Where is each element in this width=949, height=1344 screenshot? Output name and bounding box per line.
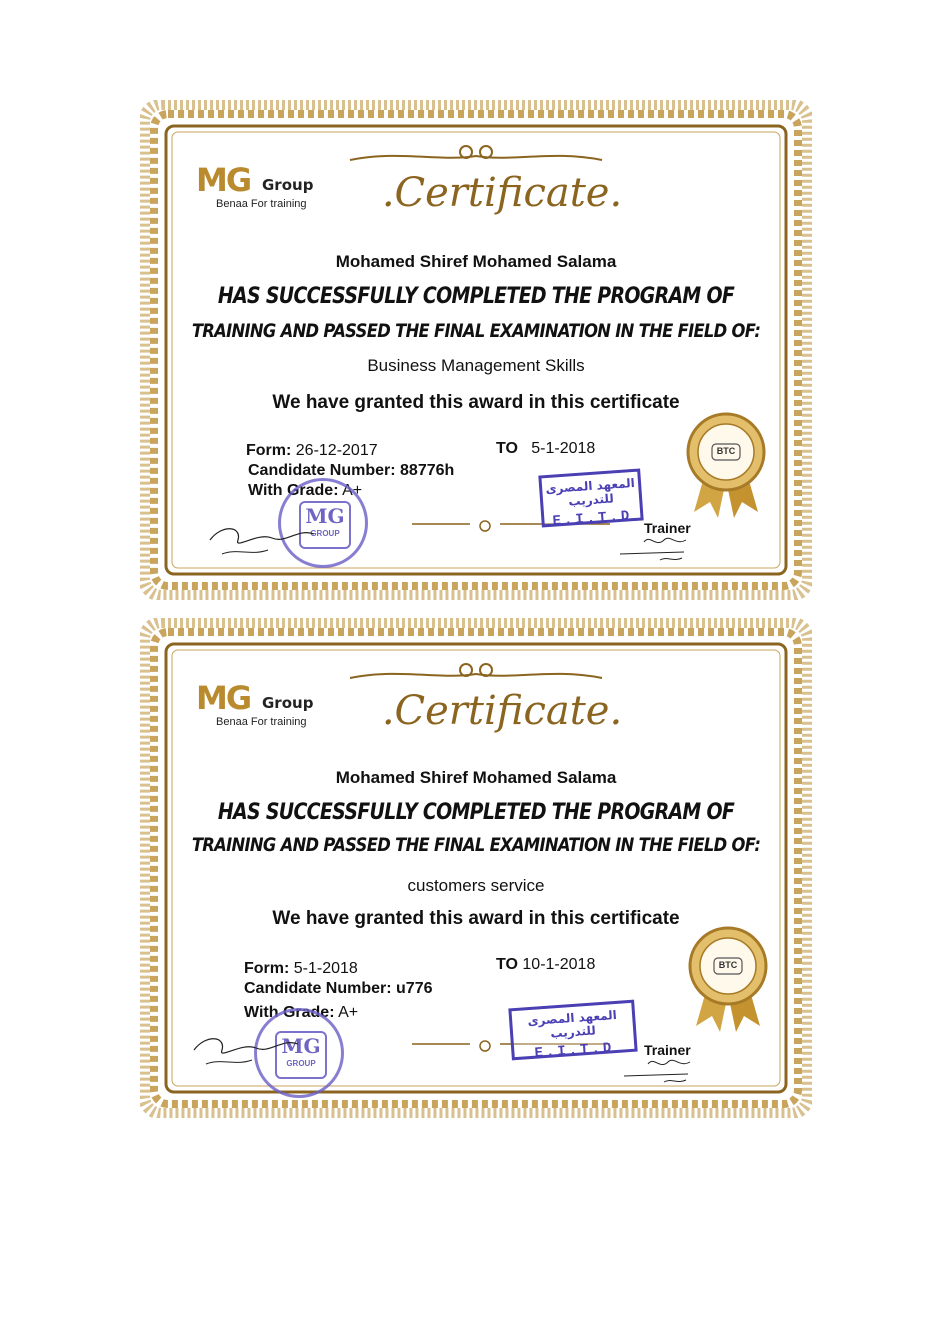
btc-gold-seal-icon bbox=[686, 924, 770, 1034]
form-label: Form: bbox=[244, 960, 290, 977]
btc-gold-seal-icon bbox=[684, 410, 768, 520]
form-date-row bbox=[246, 442, 378, 460]
candidate-row bbox=[248, 462, 454, 480]
to-label: TO bbox=[496, 440, 518, 457]
signature-left-icon bbox=[186, 1022, 306, 1072]
title-area bbox=[352, 662, 652, 742]
completion-statement-line-2: TRAINING AND PASSED THE FINAL EXAMINATION IN THE FIELD OF: bbox=[191, 834, 761, 856]
stamp-arabic-text: المعهد المصرى للتدريب bbox=[527, 1007, 618, 1041]
recipient-name: Mohamed Shiref Mohamed Salama bbox=[335, 252, 617, 271]
certificate-1 bbox=[140, 100, 812, 600]
completion-statement-line-1: HAS SUCCESSFULLY COMPLETED THE PROGRAM OF bbox=[217, 284, 735, 309]
eitd-stamp bbox=[508, 1000, 637, 1061]
form-label: Form: bbox=[246, 442, 292, 459]
certificate-2 bbox=[140, 618, 812, 1118]
certificate-title: .Certificate. bbox=[381, 170, 623, 216]
candidate-row bbox=[244, 980, 433, 998]
logo-group: Group bbox=[262, 694, 314, 712]
grade-value: A+ bbox=[342, 482, 363, 499]
training-field: Business Management Skills bbox=[367, 356, 585, 375]
certificate-title: .Certificate. bbox=[381, 688, 623, 734]
candidate-value: 88776h bbox=[400, 462, 455, 479]
candidate-value: u776 bbox=[396, 980, 433, 997]
trainer-label: Trainer bbox=[644, 1042, 691, 1058]
training-field: customers service bbox=[407, 876, 545, 895]
signature-trainer-icon bbox=[614, 530, 698, 564]
recipient-name: Mohamed Shiref Mohamed Salama bbox=[335, 768, 617, 787]
to-value: 5-1-2018 bbox=[531, 440, 596, 457]
trainer-label: Trainer bbox=[644, 520, 691, 536]
form-date-row bbox=[244, 960, 358, 978]
grade-label: With Grade: bbox=[248, 482, 339, 499]
form-value: 5-1-2018 bbox=[293, 960, 358, 977]
logo-tagline: Benaa For training bbox=[216, 198, 307, 210]
stamp-mg-icon: MG GROUP bbox=[299, 501, 351, 549]
grade-label: With Grade: bbox=[244, 1004, 335, 1021]
seal-label: BTC bbox=[718, 960, 738, 970]
candidate-label: Candidate Number: bbox=[248, 462, 396, 479]
eitd-stamp bbox=[538, 469, 643, 528]
grade-value: A+ bbox=[338, 1004, 359, 1021]
form-value: 26-12-2017 bbox=[295, 442, 378, 459]
to-date-row bbox=[496, 956, 595, 974]
completion-statement-line-2: TRAINING AND PASSED THE FINAL EXAMINATION IN THE FIELD OF: bbox=[191, 320, 761, 342]
logo-tagline: Benaa For training bbox=[216, 716, 307, 728]
signature-trainer-icon bbox=[618, 1054, 702, 1088]
granted-statement: We have granted this award in this certificate bbox=[272, 392, 680, 413]
completion-statement-line-1: HAS SUCCESSFULLY COMPLETED THE PROGRAM OF bbox=[217, 800, 735, 825]
stamp-english-text: E.I.T.D bbox=[534, 1040, 615, 1062]
to-value: 10-1-2018 bbox=[522, 956, 596, 973]
mg-group-logo bbox=[196, 680, 336, 730]
logo-mg: MG bbox=[196, 679, 251, 717]
signature-left-icon bbox=[202, 510, 322, 560]
granted-statement: We have granted this award in this certificate bbox=[272, 908, 680, 929]
mg-group-logo bbox=[196, 162, 336, 212]
stamp-arabic-text: المعهد المصرى للتدريب bbox=[545, 475, 636, 509]
logo-mg: MG bbox=[196, 161, 251, 199]
title-area bbox=[352, 144, 652, 224]
seal-label: BTC bbox=[716, 446, 736, 456]
to-label: TO bbox=[496, 956, 518, 973]
stamp-mg-icon: MG GROUP bbox=[275, 1031, 327, 1079]
logo-group: Group bbox=[262, 176, 314, 194]
stamp-english-text: E.I.T.D bbox=[552, 508, 633, 530]
to-date-row bbox=[496, 440, 595, 458]
candidate-label: Candidate Number: bbox=[244, 980, 392, 997]
